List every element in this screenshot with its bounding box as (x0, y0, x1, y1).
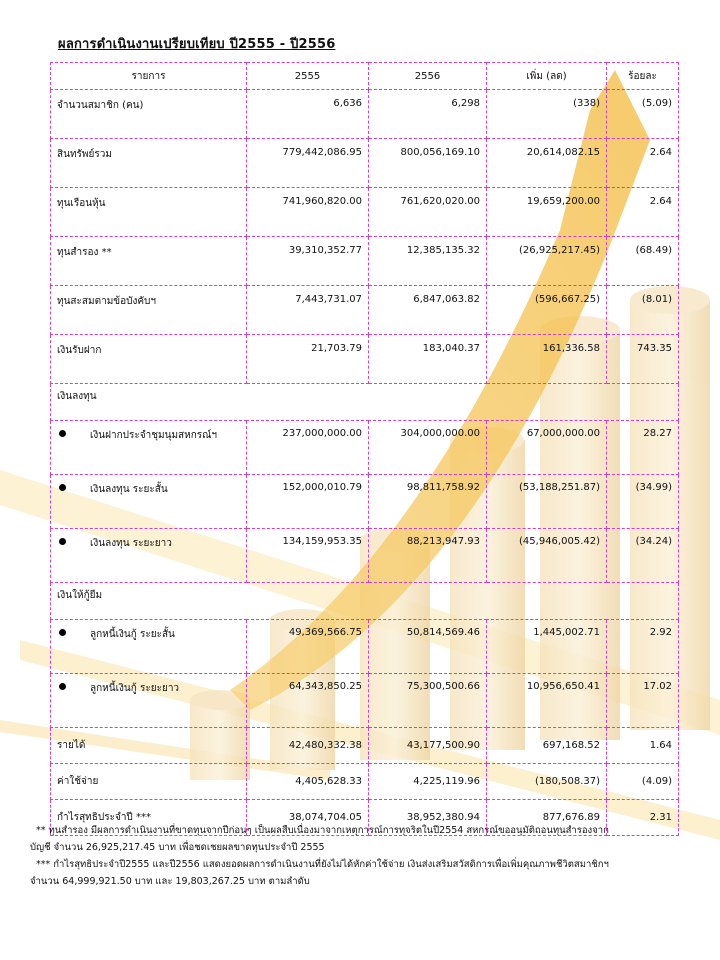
value-percent: 2.64 (607, 139, 679, 188)
value-2555: 42,480,332.38 (247, 728, 369, 764)
row-label: ค่าใช้จ่าย (51, 764, 247, 800)
footnote-profit-line-1: *** กำไรสุทธิประจำปี2555 และปี2556 แสดงยอดผลการดำเนินงานที่ยังไม่ได้หักค่าใช้จ่าย เงินส่งเสริมสวัสดิการเพื่อเพิ่มคุณภาพชีวิตสมาชิกฯ (36, 859, 609, 870)
value-2555: 21,703.79 (247, 335, 369, 384)
table-header-row (51, 63, 679, 90)
row-label (51, 529, 247, 583)
value-percent: 28.27 (607, 421, 679, 475)
footnotes (30, 822, 700, 890)
value-change: 877,676.89 (487, 800, 607, 836)
value-percent: 1.64 (607, 728, 679, 764)
row-label-text: ลูกหนี้เงินกู้ ระยะยาว (90, 683, 180, 694)
header-percent: ร้อยละ (607, 63, 679, 90)
bullet-icon (59, 538, 66, 545)
value-change: (596,667.25) (487, 286, 607, 335)
row-label (51, 620, 247, 674)
page-title: ผลการดำเนินงานเปรียบเทียบ ปี2555 - ปี2556 (58, 37, 336, 52)
value-2556: 75,300,500.66 (369, 674, 487, 728)
value-2556: 800,056,169.10 (369, 139, 487, 188)
footnote-reserve-line-2: บัญชี จำนวน 26,925,217.45 บาท เพื่อชดเชยผลขาดทุนประจำปี 2555 (30, 842, 325, 853)
value-change: (180,508.37) (487, 764, 607, 800)
table-row (51, 286, 679, 335)
table-row (51, 475, 679, 529)
value-percent: 17.02 (607, 674, 679, 728)
section-row-investment (51, 384, 679, 421)
section-label: เงินให้กู้ยืม (51, 583, 679, 620)
table-row (51, 620, 679, 674)
value-2555: 134,159,953.35 (247, 529, 369, 583)
row-label (51, 475, 247, 529)
table-row (51, 674, 679, 728)
value-2556: 183,040.37 (369, 335, 487, 384)
value-change: 19,659,200.00 (487, 188, 607, 237)
value-percent: (68.49) (607, 237, 679, 286)
row-label: จำนวนสมาชิก (คน) (51, 90, 247, 139)
value-2555: 237,000,000.00 (247, 421, 369, 475)
table-row (51, 764, 679, 800)
bullet-icon (59, 629, 66, 636)
value-2556: 6,847,063.82 (369, 286, 487, 335)
row-label-text: เงินลงทุน ระยะสั้น (90, 484, 168, 495)
row-label: ทุนสะสมตามข้อบังคับฯ (51, 286, 247, 335)
table-row (51, 421, 679, 475)
performance-comparison-table (50, 62, 679, 836)
value-2555: 7,443,731.07 (247, 286, 369, 335)
table-row (51, 529, 679, 583)
row-label (51, 421, 247, 475)
bullet-icon (59, 683, 66, 690)
value-change: 161,336.58 (487, 335, 607, 384)
value-2555: 6,636 (247, 90, 369, 139)
value-2556: 4,225,119.96 (369, 764, 487, 800)
value-2556: 38,952,380.94 (369, 800, 487, 836)
table-row (51, 139, 679, 188)
value-percent: (34.24) (607, 529, 679, 583)
value-percent: 743.35 (607, 335, 679, 384)
header-change: เพิ่ม (ลด) (487, 63, 607, 90)
value-percent: (34.99) (607, 475, 679, 529)
value-change: 10,956,650.41 (487, 674, 607, 728)
table-row (51, 90, 679, 139)
value-2555: 741,960,820.00 (247, 188, 369, 237)
row-label: เงินรับฝาก (51, 335, 247, 384)
value-2556: 12,385,135.32 (369, 237, 487, 286)
value-2555: 49,369,566.75 (247, 620, 369, 674)
row-label: สินทรัพย์รวม (51, 139, 247, 188)
row-label: รายได้ (51, 728, 247, 764)
value-2555: 779,442,086.95 (247, 139, 369, 188)
header-item: รายการ (51, 63, 247, 90)
value-2556: 43,177,500.90 (369, 728, 487, 764)
row-label: กำไรสุทธิประจำปี *** (51, 800, 247, 836)
value-percent: 2.64 (607, 188, 679, 237)
value-2556: 6,298 (369, 90, 487, 139)
table-row (51, 188, 679, 237)
value-change: 20,614,082.15 (487, 139, 607, 188)
value-change: 67,000,000.00 (487, 421, 607, 475)
value-change: (53,188,251.87) (487, 475, 607, 529)
value-percent: (8.01) (607, 286, 679, 335)
value-change: 1,445,002.71 (487, 620, 607, 674)
row-label-text: เงินลงทุน ระยะยาว (90, 538, 172, 549)
value-2555: 64,343,850.25 (247, 674, 369, 728)
value-2556: 50,814,569.46 (369, 620, 487, 674)
value-percent: (5.09) (607, 90, 679, 139)
value-2556: 304,000,000.00 (369, 421, 487, 475)
value-change: 697,168.52 (487, 728, 607, 764)
section-label: เงินลงทุน (51, 384, 679, 421)
table-row (51, 728, 679, 764)
value-percent: 2.31 (607, 800, 679, 836)
value-2556: 88,213,947.93 (369, 529, 487, 583)
row-label-text: เงินฝากประจำชุมนุมสหกรณ์ฯ (90, 430, 218, 441)
value-change: (45,946,005.42) (487, 529, 607, 583)
value-2555: 4,405,628.33 (247, 764, 369, 800)
header-year-2555: 2555 (247, 63, 369, 90)
row-label (51, 674, 247, 728)
value-2556: 761,620,020.00 (369, 188, 487, 237)
value-2555: 39,310,352.77 (247, 237, 369, 286)
value-percent: (4.09) (607, 764, 679, 800)
value-2555: 152,000,010.79 (247, 475, 369, 529)
row-label-text: ลูกหนี้เงินกู้ ระยะสั้น (90, 629, 175, 640)
value-2555: 38,074,704.05 (247, 800, 369, 836)
section-row-loans (51, 583, 679, 620)
bullet-icon (59, 430, 66, 437)
header-year-2556: 2556 (369, 63, 487, 90)
value-percent: 2.92 (607, 620, 679, 674)
value-2556: 98,811,758.92 (369, 475, 487, 529)
value-change: (338) (487, 90, 607, 139)
footnote-profit-line-2: จำนวน 64,999,921.50 บาท และ 19,803,267.25 บาท ตามลำดับ (30, 876, 310, 887)
table-row (51, 237, 679, 286)
bullet-icon (59, 484, 66, 491)
row-label: ทุนเรือนหุ้น (51, 188, 247, 237)
footnote-reserve-line-1: ** ทุนสำรอง มีผลการดำเนินงานที่ขาดทุนจากปีก่อนๆ เป็นผลสืบเนื่องมาจากเหตุการณ์การทุจริตในปี2554 สหกรณ์ขออนุมัติถอนทุนสำรองจาก (36, 825, 609, 836)
table-row (51, 335, 679, 384)
value-change: (26,925,217.45) (487, 237, 607, 286)
row-label: ทุนสำรอง ** (51, 237, 247, 286)
